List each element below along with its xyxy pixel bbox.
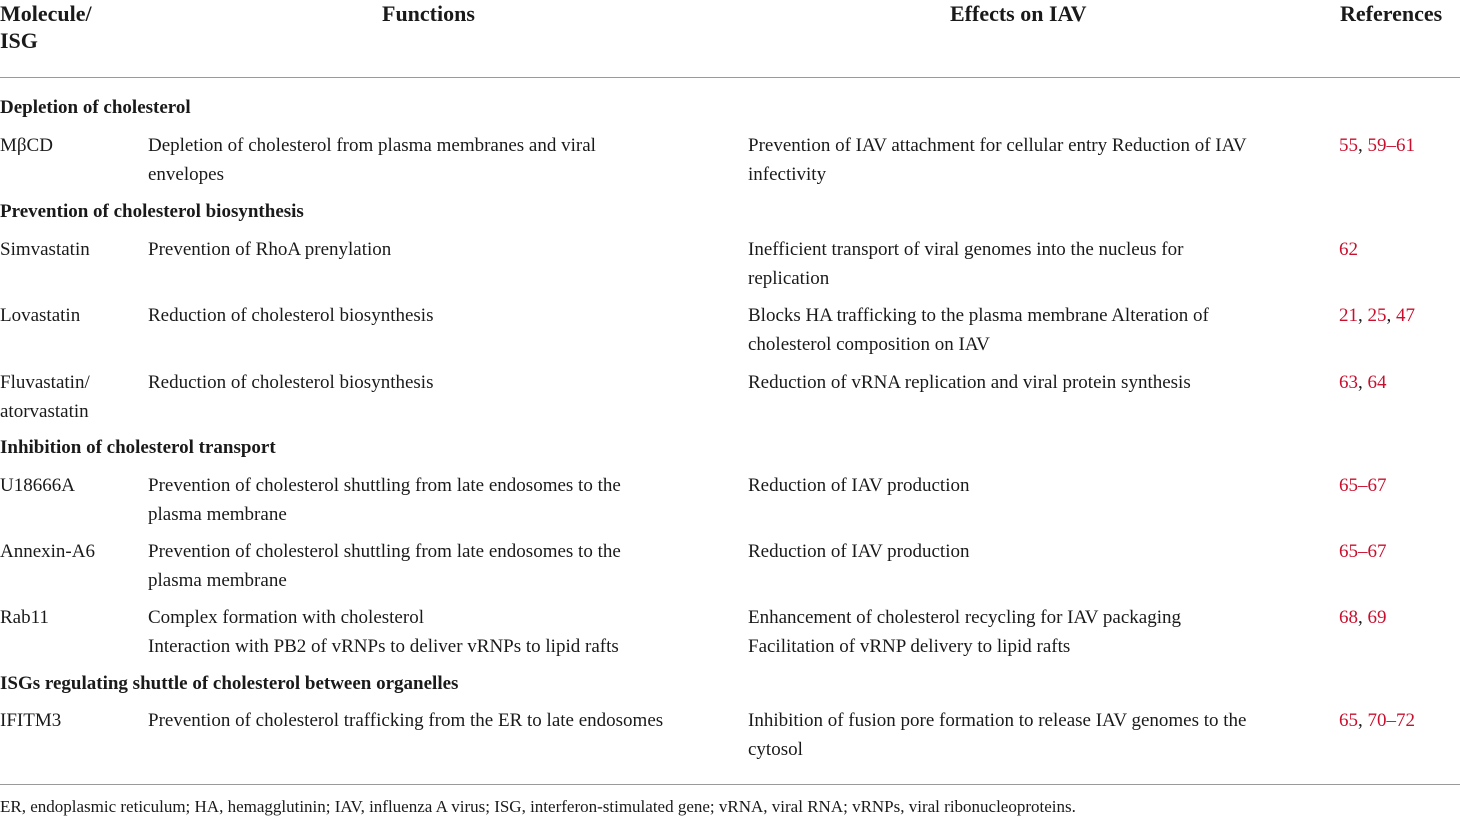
table-footnote [0,784,1460,819]
effect-text: infectivity [748,164,827,185]
molecule-cell [0,706,140,735]
effect-cell [748,235,1328,293]
effect-text: Inefficient transport of viral genomes into the nucleus for [748,239,1184,260]
reference-link[interactable]: 21 [1339,305,1358,326]
function-text: Interaction with PB2 of vRNPs to deliver vRNPs to lipid rafts [148,636,619,657]
reference-separator: , [1358,135,1368,156]
reference-separator: , [1358,372,1368,393]
molecule-text: atorvastatin [0,401,89,422]
reference-link[interactable]: 25 [1367,305,1387,326]
section-heading: Inhibition of cholesterol transport [0,437,276,458]
references-cell [1339,301,1459,330]
effect-text: cytosol [748,739,803,760]
effect-text: Enhancement of cholesterol recycling for IAV packaging [748,607,1181,628]
molecule-cell [0,603,140,632]
effect-cell [748,537,1328,566]
reference-link[interactable]: 63 [1339,372,1358,393]
molecule-cell [0,235,140,264]
section-heading: Depletion of cholesterol [0,97,191,118]
reference-link[interactable]: 65–67 [1339,475,1387,496]
function-text: plasma membrane [148,570,287,591]
table-header [0,0,1460,78]
function-text: Prevention of cholesterol trafficking from the ER to late endosomes [148,710,664,731]
molecule-text: Rab11 [0,607,49,628]
function-cell [148,603,738,661]
reference-link[interactable]: 68 [1339,607,1358,628]
function-text: Prevention of cholesterol shuttling from late endosomes to the [148,475,621,496]
function-text: Depletion of cholesterol from plasma membranes and viral [148,135,596,156]
reference-link[interactable]: 65 [1339,710,1358,731]
molecule-text: Fluvastatin/ [0,372,90,393]
reference-link[interactable]: 62 [1339,239,1358,260]
function-cell [148,235,738,264]
effect-text: Facilitation of vRNP delivery to lipid rafts [748,636,1071,657]
section-heading: ISGs regulating shuttle of cholesterol between organelles [0,673,459,694]
molecule-text: IFITM3 [0,710,62,731]
effect-cell [748,603,1328,661]
header-molecule [0,0,130,54]
reference-link[interactable]: 65–67 [1339,541,1387,562]
references-cell [1339,706,1459,735]
function-text: Prevention of cholesterol shuttling from late endosomes to the [148,541,621,562]
effect-text: replication [748,268,830,289]
header-molecule-line2: ISG [0,28,38,53]
references-cell [1339,471,1459,500]
effect-cell [748,301,1328,359]
function-cell [148,537,738,595]
reference-link[interactable]: 70–72 [1367,710,1415,731]
reference-link[interactable]: 59–61 [1367,135,1415,156]
references-cell [1339,603,1459,632]
reference-link[interactable]: 64 [1367,372,1387,393]
function-cell [148,471,738,529]
molecule-text: Simvastatin [0,239,90,260]
molecule-cell [0,301,140,330]
molecule-text: U18666A [0,475,75,496]
reference-separator: , [1358,710,1368,731]
molecule-cell [0,368,140,426]
function-cell [148,706,738,735]
effect-text: Prevention of IAV attachment for cellular entry Reduction of IAV [748,135,1247,156]
effect-cell [748,368,1328,397]
footnote-text: ER, endoplasmic reticulum; HA, hemagglutinin; IAV, influenza A virus; ISG, interferon-stimulated gene; vRNA, viral RNA; vRNPs, viral ribonucleoproteins. [0,797,1076,816]
effect-cell [748,471,1328,500]
references-cell [1339,537,1459,566]
molecule-text: Annexin-A6 [0,541,95,562]
reference-link[interactable]: 47 [1396,305,1415,326]
reference-separator: , [1386,305,1396,326]
header-references: References [1340,1,1443,26]
function-text: Complex formation with cholesterol [148,607,424,628]
header-effects: Effects on IAV [950,1,1087,26]
function-cell [148,368,738,397]
reference-link[interactable]: 55 [1339,135,1358,156]
effect-text: Inhibition of fusion pore formation to release IAV genomes to the [748,710,1247,731]
function-text: plasma membrane [148,504,287,525]
function-text: Prevention of RhoA prenylation [148,239,392,260]
header-molecule-line1: Molecule/ [0,1,92,26]
references-cell [1339,368,1459,397]
references-cell [1339,131,1459,160]
function-text: envelopes [148,164,224,185]
effect-text: Blocks HA trafficking to the plasma membrane Alteration of [748,305,1209,326]
section-heading: Prevention of cholesterol biosynthesis [0,201,304,222]
function-cell [148,131,738,189]
header-functions: Functions [382,1,475,26]
effect-text: Reduction of IAV production [748,475,970,496]
molecule-text: MβCD [0,135,53,156]
reference-separator: , [1358,607,1368,628]
function-text: Reduction of cholesterol biosynthesis [148,305,434,326]
effect-text: cholesterol composition on IAV [748,334,990,355]
function-cell [148,301,738,330]
function-text: Reduction of cholesterol biosynthesis [148,372,434,393]
molecule-text: Lovastatin [0,305,81,326]
effect-cell [748,131,1328,189]
molecule-cell [0,131,140,160]
effect-text: Reduction of vRNA replication and viral protein synthesis [748,372,1191,393]
effect-text: Reduction of IAV production [748,541,970,562]
reference-link[interactable]: 69 [1367,607,1387,628]
molecule-cell [0,471,140,500]
references-cell [1339,235,1459,264]
reference-separator: , [1358,305,1368,326]
effect-cell [748,706,1328,764]
molecule-cell [0,537,140,566]
